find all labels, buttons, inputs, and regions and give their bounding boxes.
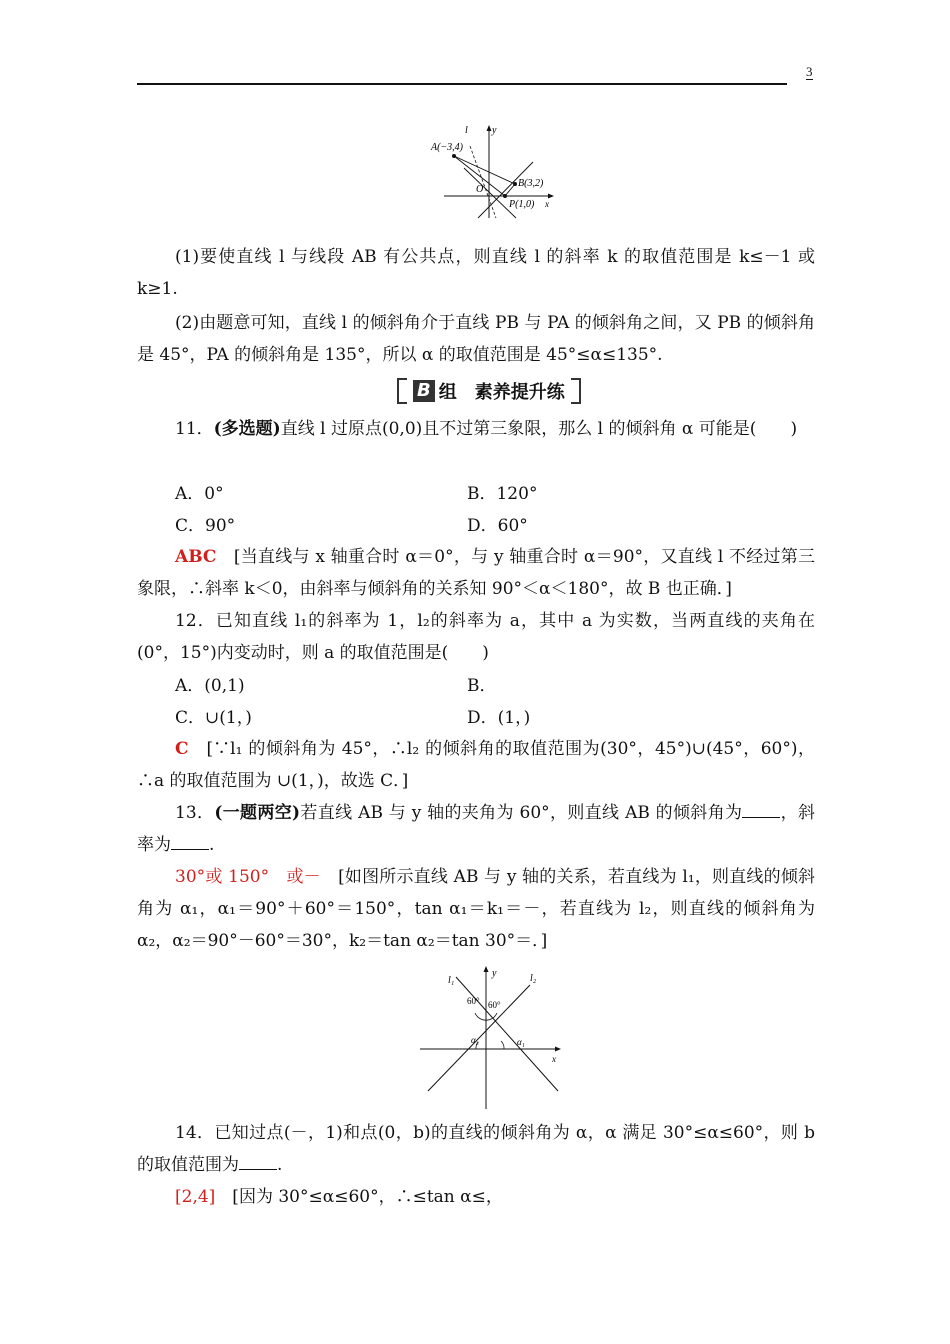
fig2-label-y: y <box>492 968 497 979</box>
fig1-label-P: P(1,0) <box>509 199 535 210</box>
fig2-label-60-left: 60° <box>467 996 480 1006</box>
q11-solution: ABC [当直线与 x 轴重合时 α＝0°，与 y 轴重合时 α＝90°，又直线 l 不经过第三象限，∴斜率 k＜0，由斜率与倾斜角的关系知 90°＜α＜180°，故 B 也正确．] <box>137 547 815 599</box>
q12-option-b: B． <box>467 676 497 696</box>
banner-letter: B <box>413 380 435 402</box>
question-13-stem: 13．(一题两空)若直线 AB 与 y 轴的夹角为 60°，则直线 AB 的倾斜角为 ，斜率为 . <box>137 803 815 855</box>
q11-option-c: C．90° <box>175 516 236 536</box>
fig1-label-x: x <box>545 199 549 209</box>
q13-solution: 30°或 150° 或－ [如图所示直线 AB 与 y 轴的关系，若直线为 l₁，则直线的倾斜角为 α₁，α₁＝90°＋60°＝150°，tan α₁＝k₁＝－，若直线为 l₂，则直线的倾斜角为 α₂，α₂＝90°－60°＝30°，k₂＝tan α₂＝tan 30°＝．] <box>137 867 816 951</box>
fig1-label-O: O <box>476 184 484 195</box>
question-12-stem: 12．已知直线 l₁的斜率为 1，l₂的斜率为 a，其中 a 为实数，当两直线的夹角在(0°，15°)内变动时，则 a 的取值范围是( ) <box>137 611 815 663</box>
q11-option-d: D．60° <box>467 516 528 536</box>
q14-solution: [2,4] [因为 30°≤α≤60°，∴≤tan α≤， <box>175 1187 503 1207</box>
fig2-label-alpha2: α₂ <box>471 1035 479 1045</box>
fig1-label-A: A(−3,4) <box>431 142 464 153</box>
fig2-label-l2: l₂ <box>530 973 537 984</box>
figure-angles-with-y-axis <box>418 963 568 1113</box>
q12-option-d: D．(1，) <box>467 708 531 728</box>
fig2-label-60-right: 60° <box>488 1000 501 1010</box>
fig2-label-x: x <box>552 1054 556 1064</box>
page-number: 3 <box>806 64 813 79</box>
fig2-label-alpha1: α₁ <box>517 1037 525 1047</box>
solution10-part1: (1)要使直线 l 与线段 AB 有公共点，则直线 l 的斜率 k 的取值范围是 k≤－1 或 k≥1. <box>137 247 815 299</box>
header-rule <box>137 83 787 85</box>
fig1-label-y: y <box>492 125 497 136</box>
section-banner <box>397 378 581 406</box>
fig2-label-l1: l₁ <box>448 975 455 986</box>
question-14-stem: 14．已知过点(－，1)和点(0，b)的直线的倾斜角为 α，α 满足 30°≤α≤60°，则 b 的取值范围为 . <box>137 1123 815 1175</box>
q11-option-a: A．0° <box>175 484 224 504</box>
q12-option-a: A．(0,1) <box>175 676 245 696</box>
q11-option-b: B．120° <box>467 484 538 504</box>
q14-blank <box>239 1155 277 1170</box>
q12-solution: C [∵l₁ 的倾斜角为 45°，∴l₂ 的倾斜角的取值范围为(30°，45°)∪(45°，60°)，∴a 的取值范围为 ∪(1，)，故选 C．] <box>137 739 815 791</box>
banner-text: 组 素养提升练 <box>438 382 565 403</box>
figure-line-through-P <box>428 118 564 224</box>
fig1-label-l: l <box>465 125 468 136</box>
solution10-part2: (2)由题意可知，直线 l 的倾斜角介于直线 PB 与 PA 的倾斜角之间，又 PB 的倾斜角是 45°，PA 的倾斜角是 135°，所以 α 的取值范围是 45°≤α≤135°. <box>137 313 815 365</box>
q13-blank-1 <box>742 803 780 818</box>
q13-blank-2 <box>171 835 209 850</box>
question-11-stem: 11．(多选题)直线 l 过原点(0,0)且不过第三象限，那么 l 的倾斜角 α 可能是( ) <box>175 419 798 439</box>
q12-option-c: C．∪(1，) <box>175 708 252 728</box>
fig1-label-B: B(3,2) <box>518 178 544 189</box>
